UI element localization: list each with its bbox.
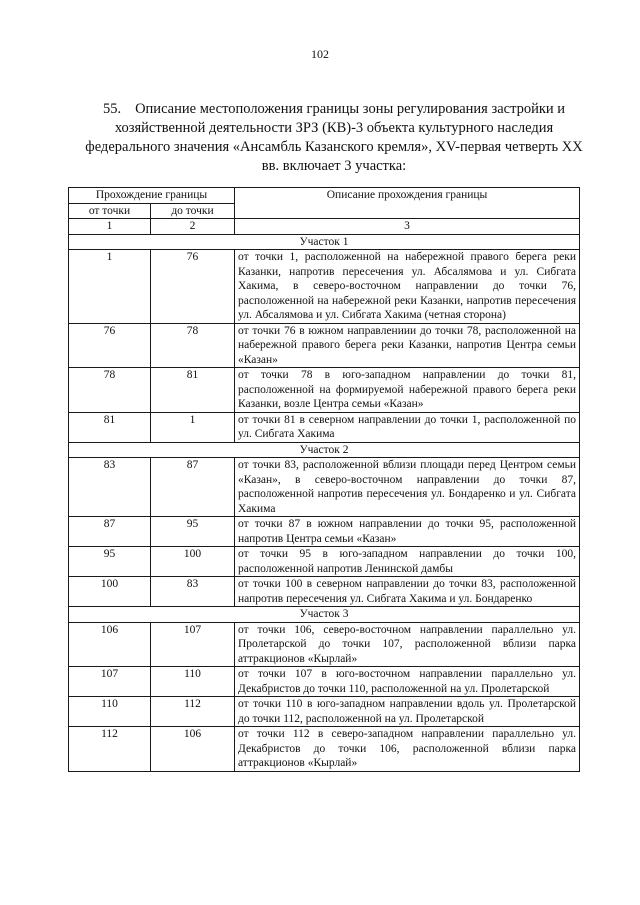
point-to: 100	[151, 547, 235, 577]
point-to: 87	[151, 458, 235, 517]
point-from: 87	[69, 517, 151, 547]
boundary-description: от точки 107 в юго-восточном направлении параллельно ул. Декабристов до точки 110, расположенной на ул. Пролетарской	[235, 667, 580, 697]
boundary-description: от точки 78 в юго-западном направлении до точки 81, расположенной на формируемой набережной правого берега реки Казанки, возле Центра семьи «Казан»	[235, 368, 580, 413]
point-from: 1	[69, 250, 151, 324]
table-row	[69, 517, 580, 547]
point-to: 1	[151, 412, 235, 442]
point-to: 106	[151, 727, 235, 772]
point-from: 107	[69, 667, 151, 697]
point-to: 83	[151, 577, 235, 607]
boundary-description: от точки 87 в южном направлении до точки 95, расположенной напротив Центра семьи «Казан»	[235, 517, 580, 547]
header-col-1: 1	[69, 219, 151, 235]
boundary-description: от точки 81 в северном направлении до точки 1, расположенной по ул. Сибгата Хакима	[235, 412, 580, 442]
table-row	[69, 577, 580, 607]
boundary-description: от точки 83, расположенной вблизи площади перед Центром семьи «Казан», в северо-восточном направлении до точки 87, расположенной напротив пересечения ул. Бондаренко и ул. Сибгата Хакима	[235, 458, 580, 517]
section-title: Участок 1	[69, 234, 580, 250]
table-row	[69, 412, 580, 442]
table-row	[69, 250, 580, 324]
table-header	[69, 188, 580, 235]
boundary-description: от точки 112 в северо-западном направлении параллельно ул. Декабристов до точки 106, расположенной вблизи парка аттракционов «Кырлай»	[235, 727, 580, 772]
boundary-table	[68, 187, 580, 772]
section-row	[69, 442, 580, 458]
table-row	[69, 727, 580, 772]
point-to: 76	[151, 250, 235, 324]
point-from: 106	[69, 622, 151, 667]
point-from: 78	[69, 368, 151, 413]
point-to: 110	[151, 667, 235, 697]
table-row	[69, 323, 580, 368]
table-row	[69, 622, 580, 667]
boundary-description: от точки 1, расположенной на набережной правого берега реки Казанки, напротив пересечения ул. Абсалямова и ул. Сибгата Хакима, в северо-восточном направлении до точки 76, расположенной на набережной реки Казанки, напротив пересечения ул. Абсалямова и ул. Сибгата Хакима (четная сторона)	[235, 250, 580, 324]
point-to: 81	[151, 368, 235, 413]
section-heading	[84, 100, 584, 176]
section-row	[69, 607, 580, 623]
section-title: Участок 3	[69, 607, 580, 623]
page-number: 102	[311, 47, 329, 61]
section-row	[69, 234, 580, 250]
section-number: 55.	[102, 101, 122, 117]
header-to: до точки	[151, 203, 235, 219]
table-row	[69, 368, 580, 413]
header-col-3: 3	[235, 219, 580, 235]
point-from: 95	[69, 547, 151, 577]
point-from: 83	[69, 458, 151, 517]
boundary-description: от точки 106, северо-восточном направлении параллельно ул. Пролетарской до точки 107, расположенной вблизи парка аттракционов «Кырлай»	[235, 622, 580, 667]
boundary-description: от точки 110 в юго-западном направлении вдоль ул. Пролетарской до точки 112, расположенной на ул. Пролетарской	[235, 697, 580, 727]
boundary-description: от точки 76 в южном направлениии до точки 78, расположенной на набережной правого берега реки Казанки, напротив Центра семьи «Казан»	[235, 323, 580, 368]
point-from: 110	[69, 697, 151, 727]
boundary-description: от точки 100 в северном направлении до точки 83, расположенной напротив пересечения ул. Сибгата Хакима и ул. Бондаренко	[235, 577, 580, 607]
point-from: 100	[69, 577, 151, 607]
point-to: 95	[151, 517, 235, 547]
point-from: 112	[69, 727, 151, 772]
table-row	[69, 458, 580, 517]
boundary-description: от точки 95 в юго-западном направлении до точки 100, расположенной напротив Ленинской дамбы	[235, 547, 580, 577]
table-row	[69, 697, 580, 727]
header-description: Описание прохождения границы	[235, 188, 580, 219]
point-to: 112	[151, 697, 235, 727]
header-passage: Прохождение границы	[69, 188, 235, 204]
point-to: 78	[151, 323, 235, 368]
header-from: от точки	[69, 203, 151, 219]
table-row	[69, 547, 580, 577]
table-row	[69, 667, 580, 697]
section-heading-text: Описание местоположения границы зоны регулирования застройки и хозяйственной деятельности ЗРЗ (КВ)-3 объекта культурного наследия федерального значения «Ансамбль Казанского кремля», XV-первая четверть XX вв. включает 3 участка:	[85, 101, 583, 174]
point-from: 81	[69, 412, 151, 442]
point-from: 76	[69, 323, 151, 368]
table-body	[69, 234, 580, 771]
section-title: Участок 2	[69, 442, 580, 458]
point-to: 107	[151, 622, 235, 667]
header-col-2: 2	[151, 219, 235, 235]
